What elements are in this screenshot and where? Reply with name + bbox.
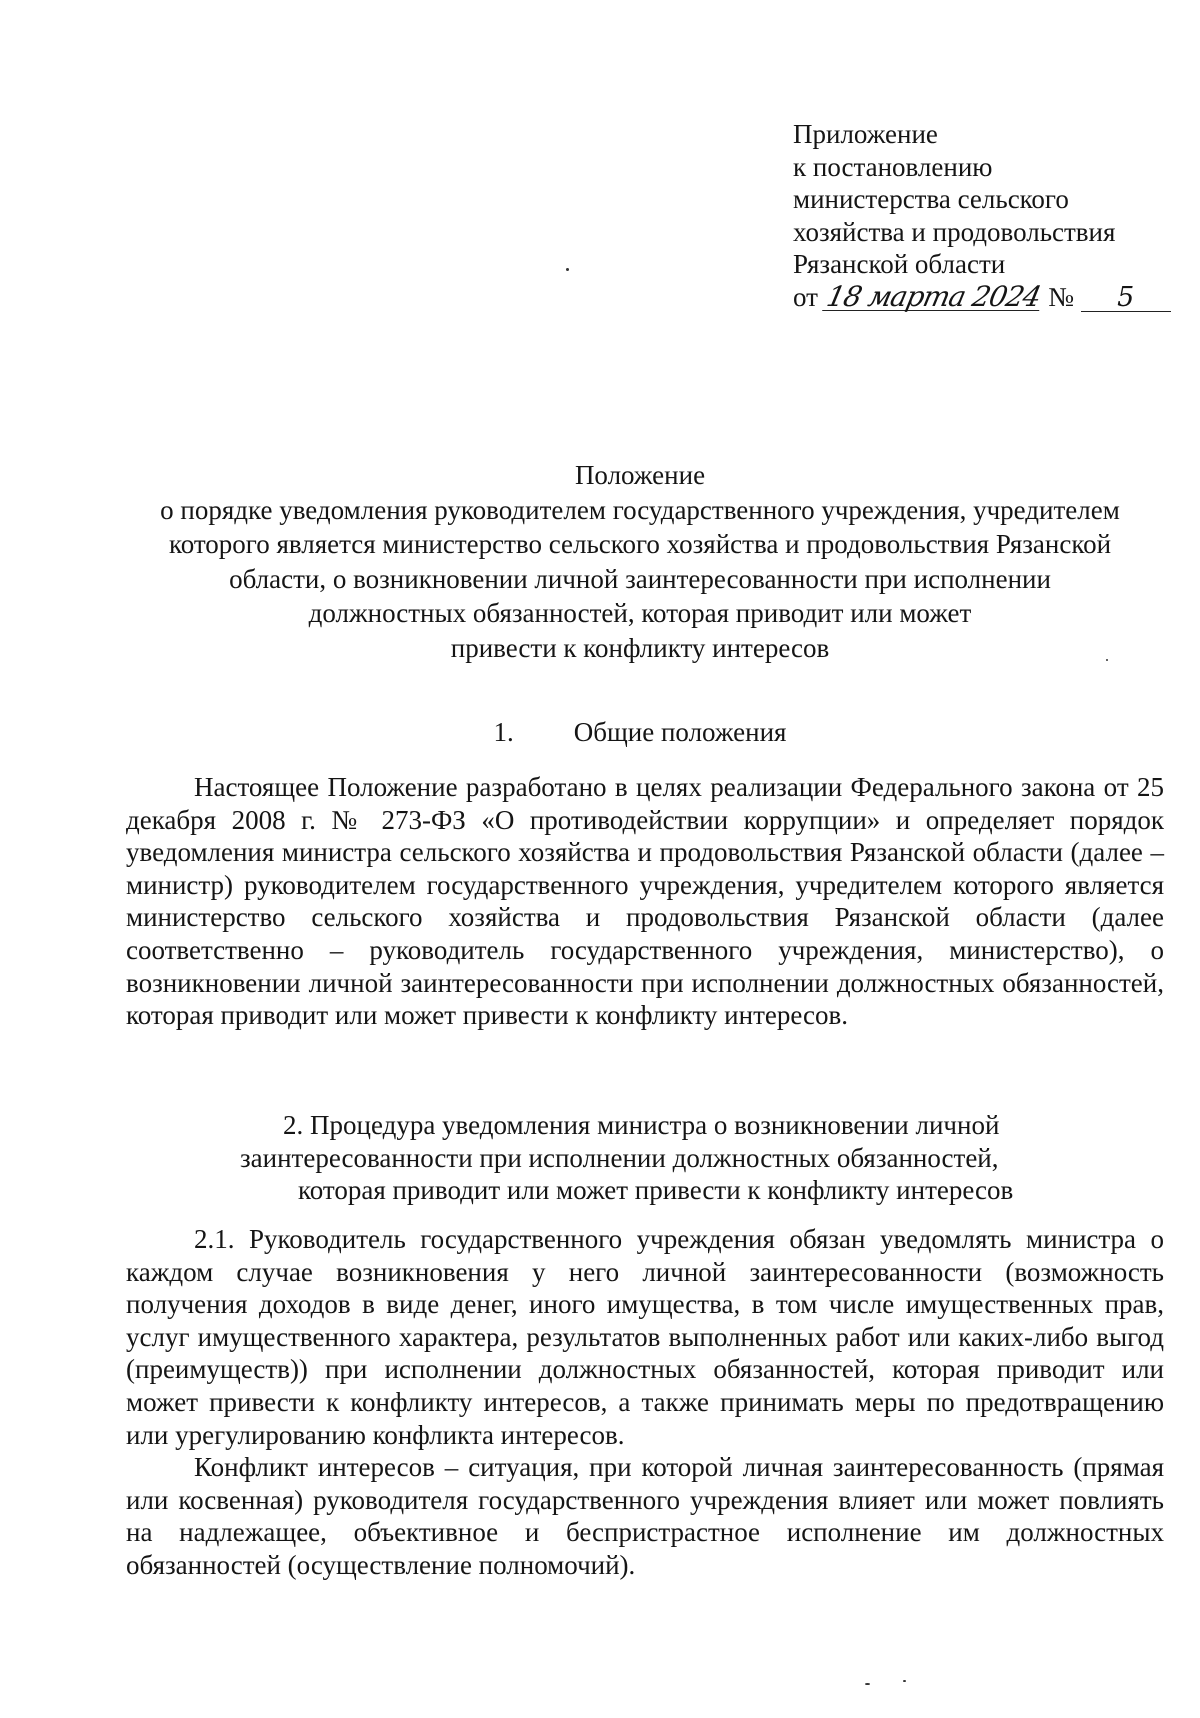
scan-speck [566, 268, 569, 271]
section2-paragraph: 2.1. Руководитель государственного учреждения обязан уведомлять министра о каждом случае возникновения у него личной заинтересованности (возможность получения доходов в виде денег, иного имущества, в том числе имущественных прав, услуг имущественного характера, результатов выполненных работ или каких-либо выгод (преимуществ)) при исполнении должностных обязанностей, которая приводит или может привести к конфликту интересов, а также принимать меры по предотвращению или урегулированию конфликта интересов. [126, 1224, 1164, 1450]
appendix-date-line [793, 281, 1171, 314]
appendix-block [793, 118, 1171, 313]
section2-body [126, 1223, 1164, 1582]
appendix-line: Приложение [793, 119, 938, 149]
title-line: области, о возникновении личной заинтересованности при исполнении [229, 563, 1051, 594]
handwritten-number: 5 [1081, 285, 1171, 312]
appendix-line: хозяйства и продовольствия [793, 216, 1116, 247]
scan-speck [903, 1680, 906, 1682]
section1-number: 1. [493, 717, 514, 747]
title-line: должностных обязанностей, которая приводит или может [308, 598, 972, 629]
section2-heading-line: которая приводит или может привести к конфликту интересов [298, 1175, 1014, 1206]
scan-speck [865, 1683, 870, 1685]
appendix-line: к постановлению [793, 151, 993, 182]
section2-heading-line: 2. Процедура уведомления министра о возникновении личной [283, 1110, 1000, 1140]
title-line: о порядке уведомления руководителем государственного учреждения, учредителем [160, 494, 1120, 525]
appendix-line: Рязанской области [793, 249, 1006, 279]
date-prefix: от [793, 281, 818, 312]
section2-heading-line: заинтересованности при исполнении должностных обязанностей, [240, 1142, 999, 1173]
section1-heading [120, 715, 1160, 749]
title-heading: Положение [574, 460, 706, 490]
title-line: привести к конфликту интересов [450, 632, 830, 663]
appendix-line: министерства сельского [793, 184, 1069, 214]
section1-paragraph: Настоящее Положение разработано в целях реализации Федерального закона от 25 декабря 2008 г. № 273-ФЗ «О противодействии коррупции» и определяет порядок уведомления министра сельского хозяйства и продовольствия Рязанской области (далее – министр) руководителем государственного учреждения, учредителем которого является министерство сельского хозяйства и продовольствия Рязанской области (далее соответственно – руководитель государственного учреждения, министерство), о возникновении личной заинтересованности при исполнении должностных обязанностей, которая приводит или может привести к конфликту интересов. [126, 772, 1164, 1031]
document-title [120, 458, 1160, 666]
title-line: которого является министерство сельского хозяйства и продовольствия Рязанской [168, 529, 1112, 560]
section1-title: Общие положения [573, 717, 787, 747]
handwritten-date: 18 марта 2024 [823, 279, 1044, 313]
section2-paragraph: Конфликт интересов – ситуация, при которой личная заинтересованность (прямая или косвенная) руководителя государственного учреждения влияет или может повлиять на надлежащее, объективное и беспристрастное исполнение им должностных обязанностей (осуществление полномочий). [126, 1452, 1164, 1580]
section2-heading [120, 1109, 1160, 1207]
number-label: № [1048, 281, 1074, 312]
section1-body [126, 771, 1164, 1032]
